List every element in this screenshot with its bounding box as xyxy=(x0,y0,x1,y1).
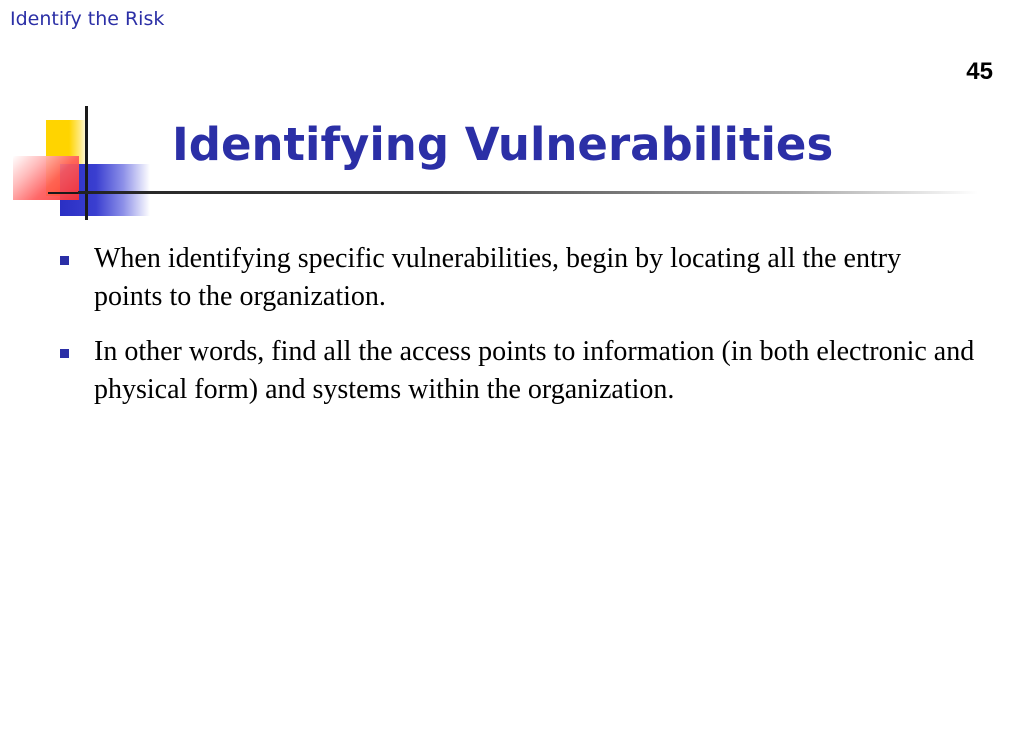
bullet-list xyxy=(56,240,976,426)
logo-vertical-line xyxy=(85,106,88,220)
bullet-item xyxy=(56,333,976,409)
title-underline xyxy=(78,191,978,194)
section-header: Identify the Risk xyxy=(10,8,165,30)
page-number: 45 xyxy=(966,58,993,85)
decorative-squares-logo xyxy=(0,100,160,230)
square-bullet-icon xyxy=(60,256,69,265)
bullet-text: When identifying specific vulnerabilities, begin by locating all the entry points to the organization. xyxy=(94,243,902,312)
square-bullet-icon xyxy=(60,349,69,358)
slide-title: Identifying Vulnerabilities xyxy=(172,118,834,171)
bullet-item xyxy=(56,240,976,316)
bullet-text: In other words, find all the access points to information (in both electronic and physical form) and systems within the organization. xyxy=(94,336,975,405)
